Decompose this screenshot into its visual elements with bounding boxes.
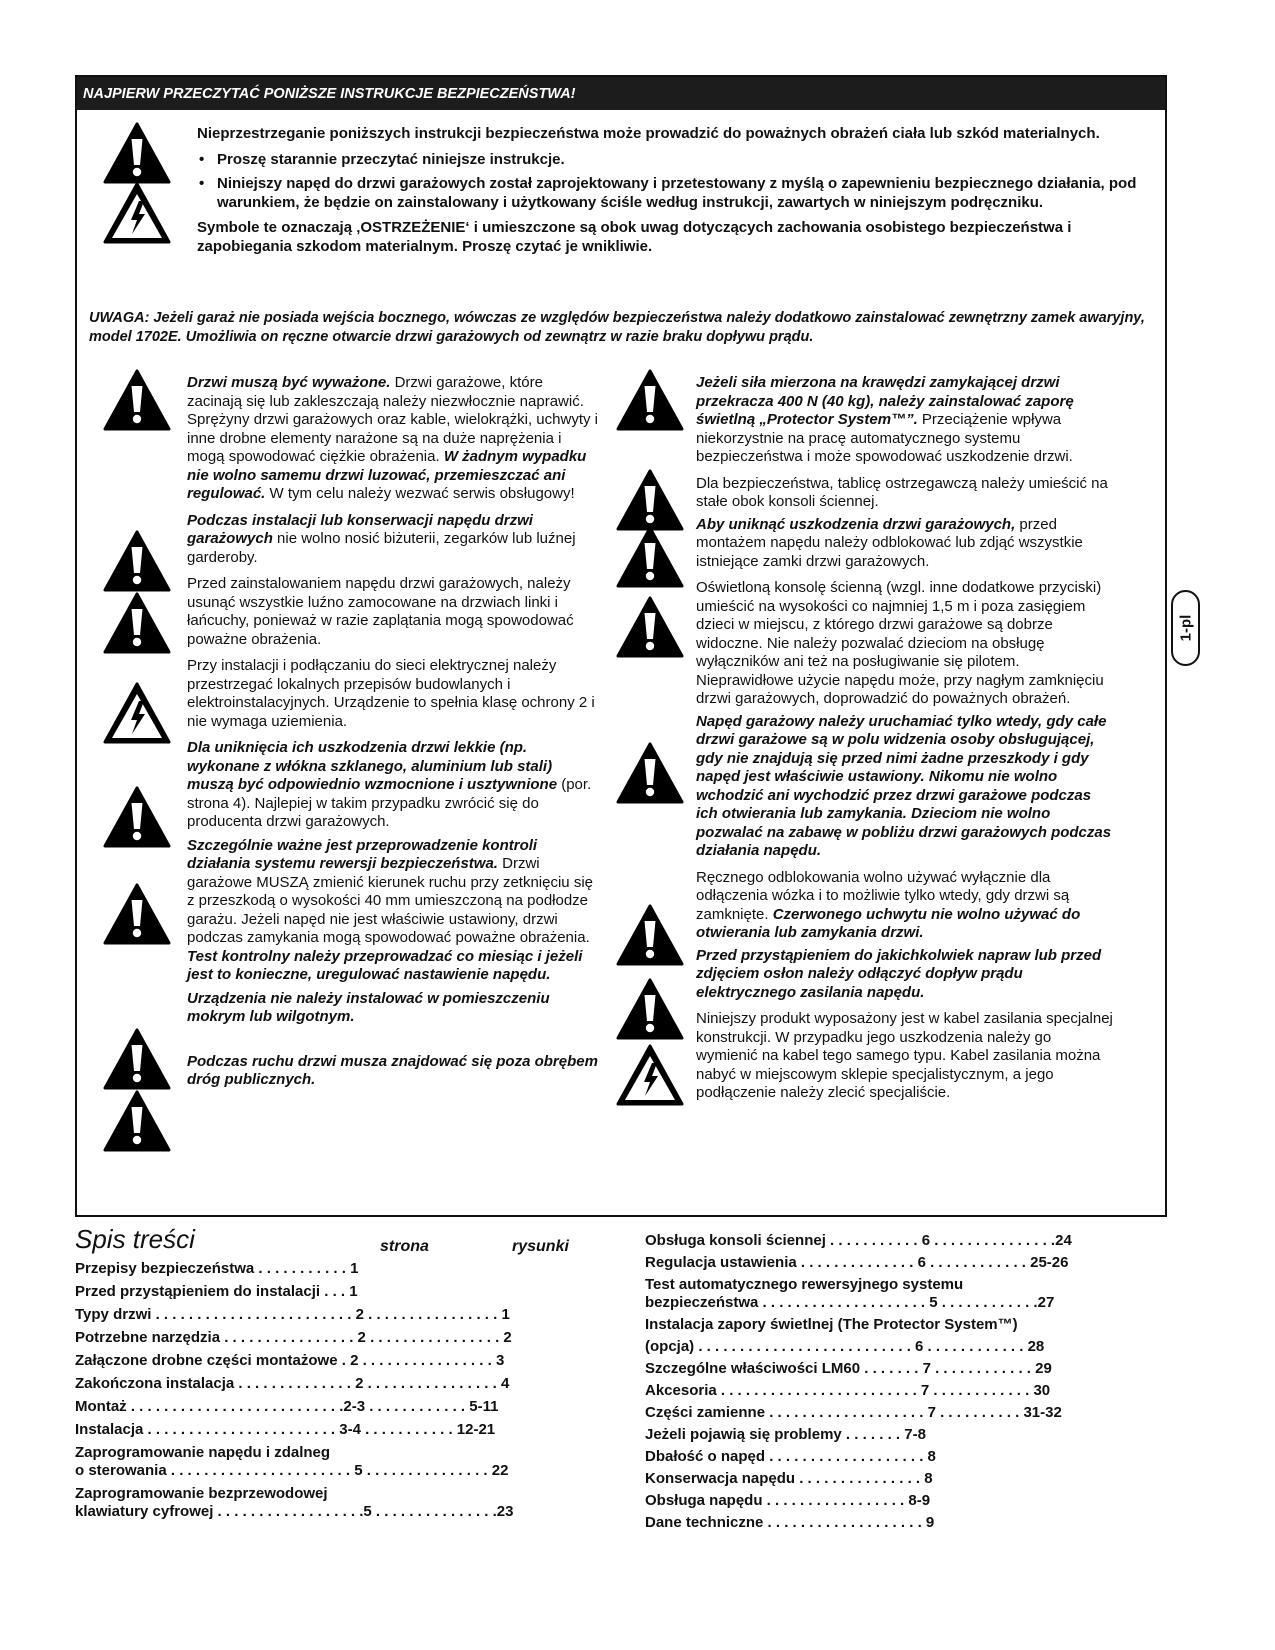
safety-paragraph: Przy instalacji i podłączaniu do sieci elektrycznej należy przestrzegać lokalnych przepisów budowlanych i elektroinstalacyjnych. Urządzenie to spełnia klasę ochrony 2 i nie wymaga uziemienia. (187, 657, 595, 730)
safety-paragraph: Dla uniknięcia ich uszkodzenia drzwi lekkie (np. wykonane z włókna szklanego, aluminium lub stali) muszą być odpowiednio wzmocnione i usztywnione (por. strona 4). Najlepiej w takim przypadku zwrócić się do producenta drzwi garażowych. (187, 739, 592, 830)
toc-entry: o sterowania . . . . . . . . . . . . . . . . . . . . . . 5 . . . . . . . . . . . . . . . 22 (75, 1462, 509, 1479)
toc-entry: Potrzebne narzędzia . . . . . . . . . . . . . . . . 2 . . . . . . . . . . . . . . . . 2 (75, 1329, 512, 1346)
warning-icon (615, 468, 685, 532)
toc-entry: Jeżeli pojawią się problemy . . . . . . . 7-8 (645, 1426, 926, 1443)
warning-icon (615, 903, 685, 967)
warning-icon (615, 595, 685, 659)
toc-entry: Typy drzwi . . . . . . . . . . . . . . . . . . . . . . . . 2 . . . . . . . . . . . . . . . . 1 (75, 1306, 510, 1323)
toc-entry: Dane techniczne . . . . . . . . . . . . . . . . . . . 9 (645, 1514, 935, 1531)
safety-intro (197, 125, 1137, 263)
safety-paragraph: Ręcznego odblokowania wolno używać wyłącznie dla odłączenia wózka i to możliwie tylko wtedy, gdy drzwi są zamknięte. Czerwonego uchwytu nie wolno używać do otwierania lub zamykania drzwi. (696, 868, 1081, 941)
warning-icon (102, 529, 172, 593)
intro-bullet: • Proszę starannie przeczytać niniejsze instrukcje. (197, 151, 1137, 170)
symbols-text: Symbole te oznaczają ‚OSTRZEŻENIE‘ i umieszczone są obok uwag dotyczących zachowania osobistego bezpieczeństwa i zapobiegania szkodom materialnym. Proszę czytać je wnikliwie. (197, 219, 1072, 255)
safety-paragraph: Oświetloną konsolę ścienną (wzgl. inne dodatkowe przyciski) umieścić na wysokości co najmniej 1,5 m i poza zasięgiem dzieci w miejscu, z którego drzwi garażowe są dobrze widoczne. Nie należy pozwalać dzieciom na obsługę wyłączników ani też na posługiwanie się pilotem. Nieprawidłowe użycie napędu może, przy nagłym zamknięciu drzwi garażowych, doprowadzić do poważnych obrażeń. (696, 579, 1104, 707)
right-column (696, 374, 1116, 1103)
safety-paragraph: Przed przystąpieniem do jakichkolwiek napraw lub przed zdjęciem osłon należy odłączyć dopływ prądu elektrycznego zasilania napędu. (696, 946, 1102, 1001)
warning-icon (102, 1027, 172, 1091)
toc-entry: Akcesoria . . . . . . . . . . . . . . . . . . . . . . . . 7 . . . . . . . . . . . . 30 (645, 1382, 1051, 1399)
toc-entry: bezpieczeństwa . . . . . . . . . . . . . . . . . . . . 5 . . . . . . . . . . . .27 (645, 1294, 1055, 1311)
toc-entry: Części zamienne . . . . . . . . . . . . . . . . . . . 7 . . . . . . . . . . 31-32 (645, 1404, 1062, 1421)
electric-shock-icon (102, 681, 172, 745)
safety-header: NAJPIERW PRZECZYTAĆ PONIŻSZE INSTRUKCJE BEZPIECZEŃSTWA! (77, 77, 1165, 110)
warning-icon (102, 591, 172, 655)
toc-entry: Instalacja . . . . . . . . . . . . . . . . . . . . . . . 3-4 . . . . . . . . . . . 12-21 (75, 1421, 496, 1438)
warning-icon (102, 1089, 172, 1153)
page-number-tab (1171, 590, 1200, 666)
intro-bullet: • Niniejszy napęd do drzwi garażowych został zaprojektowany i przetestowany z myślą o zapewnieniu bezpiecznego działania, pod warunkiem, że będzie on zainstalowany i użytkowany ściśle według instrukcji, zawartych w niniejszym podręczniku. (197, 175, 1137, 212)
uwaga-note: UWAGA: Jeżeli garaż nie posiada wejścia bocznego, wówczas ze względów bezpieczeństwa należy dodatkowo zainstalować zewnętrzny zamek awaryjny, model 1702E. Umożliwia on ręczne otwarcie drzwi garażowych od zewnątrz w razie braku dopływu prądu. (89, 310, 1145, 345)
toc-entry: Obsługa napędu . . . . . . . . . . . . . . . . . 8-9 (645, 1492, 931, 1509)
toc-entry: Przepisy bezpieczeństwa . . . . . . . . . . . 1 (75, 1260, 359, 1277)
toc-entry: Załączone drobne części montażowe . 2 . . . . . . . . . . . . . . . . 3 (75, 1352, 505, 1369)
warning-icon (615, 368, 685, 432)
toc-entry: Test automatycznego rewersyjnego systemu (645, 1276, 964, 1293)
toc-right-list (645, 1232, 1145, 1532)
toc-entry: Konserwacja napędu . . . . . . . . . . . . . . . 8 (645, 1470, 933, 1487)
toc-title: Spis treści (75, 1224, 195, 1254)
toc-entry: Obsługa konsoli ściennej . . . . . . . . . . . 6 . . . . . . . . . . . . . . .24 (645, 1232, 1072, 1249)
safety-paragraph: Przed zainstalowaniem napędu drzwi garażowych, należy usunąć wszystkie luźno zamocowane na drzwiach linki i łańcuchy, ponieważ w razie zaplątania mogą spowodować poważne obrażenia. (187, 575, 574, 648)
toc-entry: Dbałość o napęd . . . . . . . . . . . . . . . . . . . 8 (645, 1448, 936, 1465)
toc-column-rysunki: rysunki (512, 1238, 569, 1255)
safety-paragraph: Napęd garażowy należy uruchamiać tylko wtedy, gdy całe drzwi garażowe są w polu widzenia osoby obsługującej, gdy nie znajdują się przed nimi żadne przeszkody i gdy napęd jest właściwie ustawiony. Nikomu nie wolno wchodzić ani wychodzić przez drzwi garażowe podczas ich otwierania lub zamykania. Dzieciom nie wolno pozwalać na zabawę w pobliżu drzwi garażowych podczas działania napędu. (696, 712, 1112, 859)
warning-icon (102, 785, 172, 849)
electric-shock-icon (615, 1043, 685, 1107)
warning-icon (615, 741, 685, 805)
left-column (187, 374, 602, 1090)
toc-left-list (75, 1260, 595, 1521)
safety-paragraph: Jeżeli siła mierzona na krawędzi zamykającej drzwi przekracza 400 N (40 kg), należy zainstalować zaporę świetlną „Protector System™”. Przeciążenie wpływa niekorzystnie na pracę automatycznego systemu bezpieczeństwa i może spowodować uszkodzenie drzwi. (696, 374, 1074, 465)
warning-icon (102, 368, 172, 432)
safety-paragraph: Dla bezpieczeństwa, tablicę ostrzegawczą należy umieścić na stałe obok konsoli ściennej. (696, 474, 1108, 510)
toc-entry: Zakończona instalacja . . . . . . . . . . . . . . 2 . . . . . . . . . . . . . . . . 4 (75, 1375, 510, 1392)
toc-entry: Przed przystąpieniem do instalacji . . . 1 (75, 1283, 358, 1300)
page-number: 1-pl (1177, 614, 1194, 642)
safety-paragraph: Niniejszy produkt wyposażony jest w kabel zasilania specjalnej konstrukcji. W przypadku jego uszkodzenia należy go wymienić na kabel tego samego typu. Kabel zasilania można nabyć w miejscowym sklepie specjalistycznym, a jego podłączenie należy zlecić specjaliście. (696, 1010, 1113, 1101)
toc-column-strona: strona (380, 1238, 429, 1255)
toc-entry: Zaprogramowanie napędu i zdalneg (75, 1444, 331, 1461)
safety-paragraph: Podczas ruchu drzwi musza znajdować się poza obrębem dróg publicznych. (187, 1052, 598, 1088)
toc-entry: Regulacja ustawienia . . . . . . . . . . . . . . 6 . . . . . . . . . . . . 25-26 (645, 1254, 1069, 1271)
electric-shock-icon (102, 181, 172, 245)
safety-paragraph: Podczas instalacji lub konserwacji napędu drzwi garażowych nie wolno nosić biżuterii, zegarków lub luźnej garderoby. (187, 511, 576, 566)
warning-icon (615, 525, 685, 589)
safety-instructions-box (75, 75, 1167, 1217)
warning-icon (102, 882, 172, 946)
safety-paragraph: Aby uniknąć uszkodzenia drzwi garażowych, przed montażem napędu należy odblokować lub zdjąć wszystkie istniejące zamki drzwi garażowych. (696, 515, 1083, 570)
intro-text: Nieprzestrzeganie poniższych instrukcji bezpieczeństwa może prowadzić do poważnych obrażeń ciała lub szkód materialnych. (197, 125, 1100, 142)
toc-entry: Zaprogramowanie bezprzewodowej (75, 1485, 328, 1502)
toc-entry: Szczególne właściwości LM60 . . . . . . . 7 . . . . . . . . . . . . 29 (645, 1360, 1052, 1377)
safety-paragraph: Szczególnie ważne jest przeprowadzenie kontroli działania systemu rewersji bezpieczeństwa. Drzwi garażowe MUSZĄ zmienić kierunek ruchu przy zetknięciu się z przeszkodą o wysokości 40 mm umieszczoną na podłodze garażu. Jeżeli napęd nie jest właściwie ustawiony, drzwi podczas zamykania mogą spowodować poważne obrażenia. Test kontrolny należy przeprowadzać co miesiąc i jeżeli jest to konieczne, uregulować nastawienie napędu. (187, 836, 593, 983)
safety-paragraph: Drzwi muszą być wyważone. Drzwi garażowe, które zacinają się lub zakleszczają należy niezwłocznie naprawić. Sprężyny drzwi garażowych oraz kable, wielokrążki, uchwyty i inne drobne elementy narażone są na duże naprężenia i mogą spowodować ciężkie obrażenia. W żadnym wypadku nie wolno samemu drzwi luzować, przemieszczać ani regulować. W tym celu należy wezwać serwis obsługowy! (187, 374, 598, 502)
intro-bullets (197, 151, 1137, 213)
toc-entry: (opcja) . . . . . . . . . . . . . . . . . . . . . . . . . . 6 . . . . . . . . . . . . 28 (645, 1338, 1045, 1355)
warning-icon (615, 977, 685, 1041)
toc-entry: klawiatury cyfrowej . . . . . . . . . . . . . . . . . .5 . . . . . . . . . . . . . . .23 (75, 1503, 514, 1520)
warning-icon (102, 121, 172, 185)
toc-entry: Montaż . . . . . . . . . . . . . . . . . . . . . . . . . .2-3 . . . . . . . . . . . . 5-11 (75, 1398, 499, 1415)
toc-entry: Instalacja zapory świetlnej (The Protector System™) (645, 1316, 1018, 1333)
safety-paragraph: Urządzenia nie należy instalować w pomieszczeniu mokrym lub wilgotnym. (187, 989, 550, 1025)
